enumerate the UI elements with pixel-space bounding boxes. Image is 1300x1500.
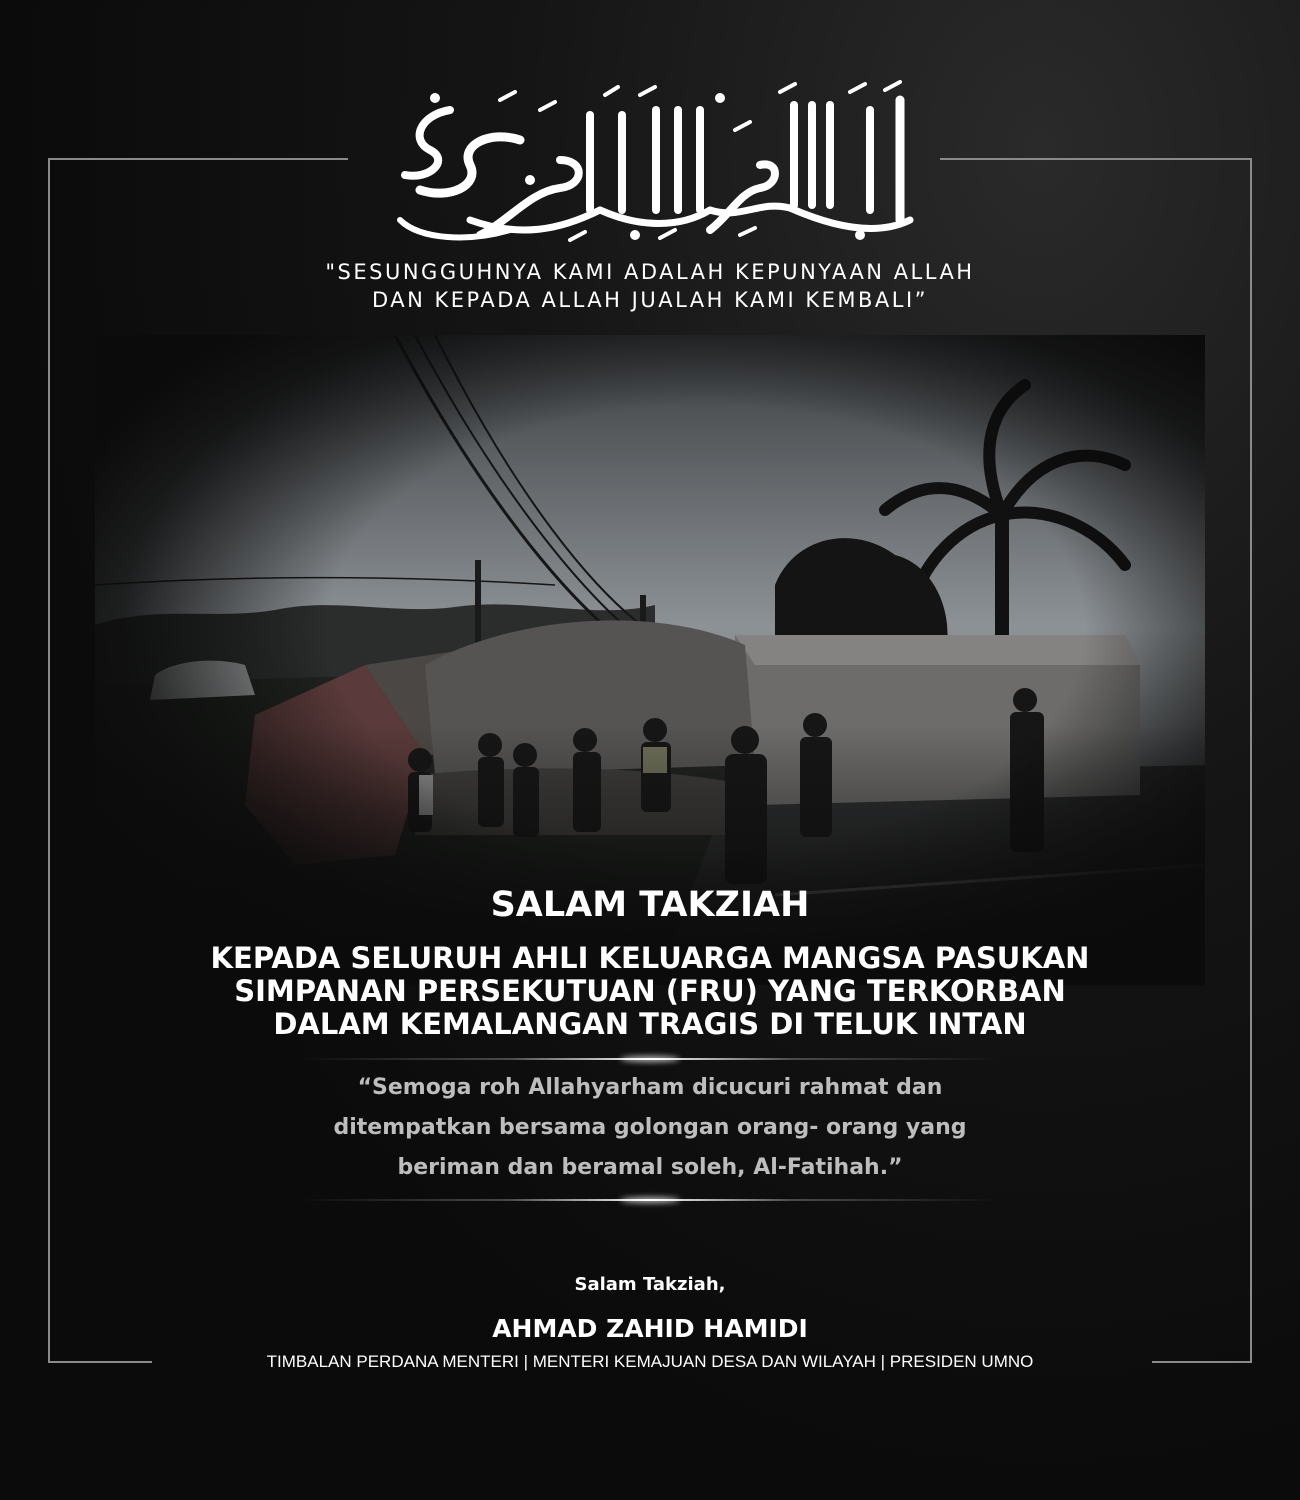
signatory-titles: TIMBALAN PERDANA MENTERI | MENTERI KEMAJUAN DESA DAN WILAYAH | PRESIDEN UMNO xyxy=(266,1352,1034,1371)
translation-text xyxy=(150,258,1150,314)
translation-line-2: DAN KEPADA ALLAH JUALAH KAMI KEMBALI” xyxy=(371,288,929,312)
arabic-calligraphy xyxy=(360,70,940,250)
headline: SALAM TAKZIAH xyxy=(490,885,810,925)
prayer-quote xyxy=(200,1068,1100,1188)
frame-line-top-right xyxy=(940,158,1252,160)
frame-line-bottom-right xyxy=(1152,1361,1252,1363)
quote-line-3: beriman dan beramal soleh, Al-Fatihah.” xyxy=(397,1155,903,1180)
frame-line-top-left xyxy=(48,158,348,160)
subhead-line-3: DALAM KEMALANGAN TRAGIS DI TELUK INTAN xyxy=(273,1007,1027,1041)
divider-top-glow xyxy=(620,1056,680,1062)
signatory-name: AHMAD ZAHID HAMIDI xyxy=(492,1314,808,1343)
subhead-line-1: KEPADA SELURUH AHLI KELUARGA MANGSA PASUKAN xyxy=(210,941,1090,975)
quote-line-1: “Semoga roh Allahyarham dicucuri rahmat dan xyxy=(357,1075,943,1100)
divider-bottom-glow xyxy=(620,1197,680,1203)
subheadline xyxy=(110,942,1190,1041)
translation-line-1: "SESUNGGUHNYA KAMI ADALAH KEPUNYAAN ALLAH xyxy=(325,260,975,284)
quote-line-2: ditempatkan bersama golongan orang- orang yang xyxy=(333,1115,967,1140)
frame-line-bottom-left xyxy=(48,1361,152,1363)
frame-line-right xyxy=(1250,158,1252,1362)
closing-greeting: Salam Takziah, xyxy=(574,1274,726,1295)
frame-line-left xyxy=(48,158,50,1362)
subhead-line-2: SIMPANAN PERSEKUTUAN (FRU) YANG TERKORBAN xyxy=(234,974,1066,1008)
